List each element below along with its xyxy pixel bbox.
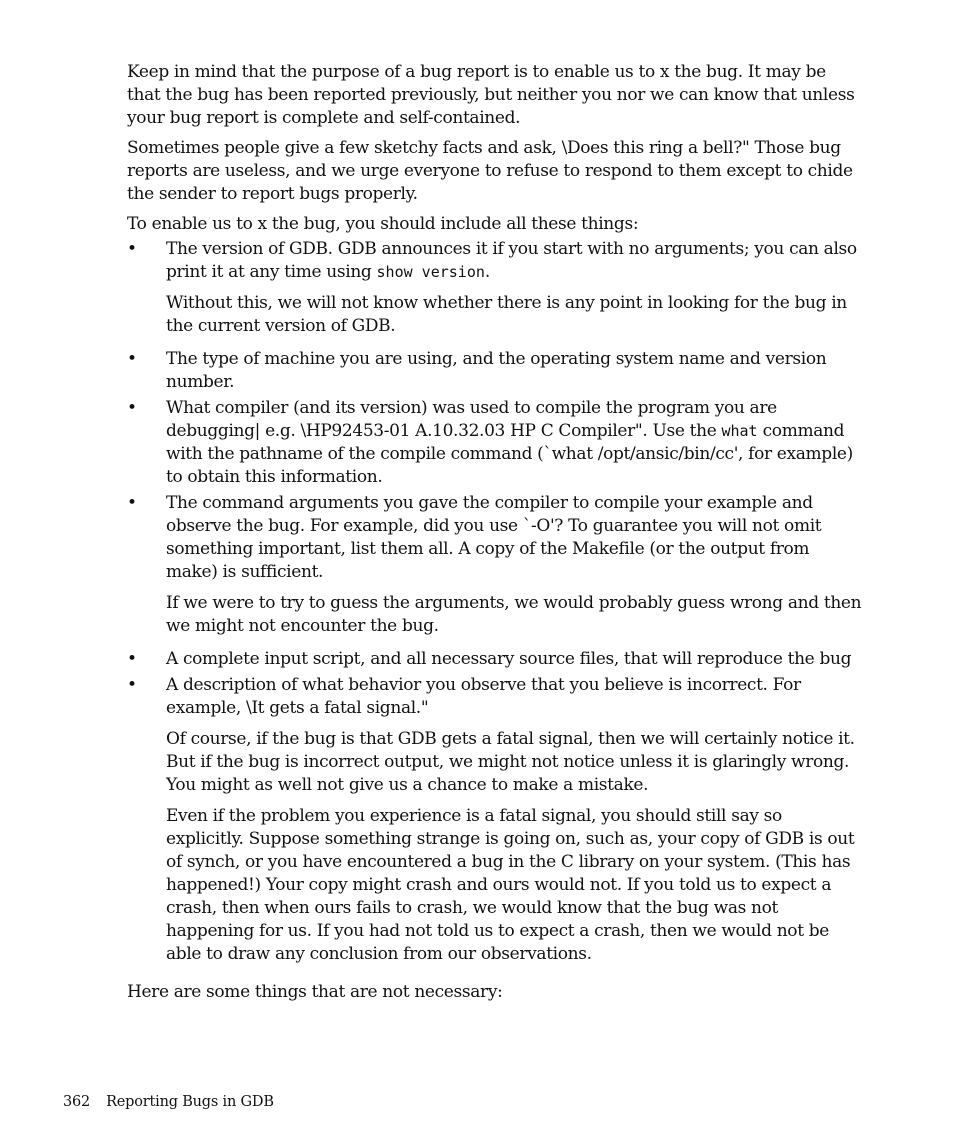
page-number: 362 [63,1094,91,1110]
list-item-input-script [127,648,862,671]
bullet-icon: • [127,493,137,513]
list-item-text: The command arguments you gave the compiler to compile your example and observe the bug. For example, did you use `-O'? To guarantee you will not omit something important, list them all. A copy of the Makefile (or the output from make) is sufficient. [166,493,822,582]
list-item-text: A complete input script, and all necessary source files, that will reproduce the bug [166,649,852,669]
list-item-text: The type of machine you are using, and the operating system name and version number. [166,349,827,392]
bullet-icon: • [127,398,137,418]
list-item-behavior [127,674,862,966]
inline-code: what [721,422,758,440]
bullet-icon: • [127,349,137,369]
list-item-followup: Of course, if the bug is that GDB gets a fatal signal, then we will certainly notice it. But if the bug is incorrect output, we might not notice unless it is glaringly wrong. You might as well not give us a chance to make a mistake. [166,729,855,795]
list-item-arguments [127,492,862,638]
list-item-compiler [127,397,862,489]
page-body [127,61,862,1011]
intro-paragraph-sketchy-facts: Sometimes people give a few sketchy facts and ask, \Does this ring a bell?" Those bug reports are useless, and we urge everyone to refuse to respond to them except to chide the sender to report bugs properly. [127,138,853,204]
requirements-list [127,238,862,966]
closing-paragraph: Here are some things that are not necessary: [127,982,503,1002]
page-footer [63,1092,274,1112]
list-item-followup: Even if the problem you experience is a fatal signal, you should still say so explicitly. Suppose something strange is going on, such as, your copy of GDB is out of synch, or you have encountered a bug in the C library on your system. (This has happened!) Your copy might crash and ours would not. If you told us to expect a crash, then when ours fails to crash, we would know that the bug was not happening for us. If you had not told us to expect a crash, then we would not be able to draw any conclusion from our observations. [166,806,855,964]
list-item-text: What compiler (and its version) was used to compile the program you are debugging| e.g. \HP92453-01 A.10.32.03 HP C Compiler". Use the what command with the pathname of the compile command (`what /opt/ansic/bin/cc', for example) to obtain this information. [166,398,853,487]
section-title: Reporting Bugs in GDB [106,1094,274,1110]
list-item-version [127,238,862,338]
intro-paragraph-include: To enable us to x the bug, you should include all these things: [127,214,639,234]
bullet-icon: • [127,649,137,669]
bullet-icon: • [127,239,137,259]
bullet-icon: • [127,675,137,695]
intro-paragraph-purpose: Keep in mind that the purpose of a bug report is to enable us to x the bug. It may be that the bug has been reported previously, but neither you nor we can know that unless your bug report is complete and self-contained. [127,62,855,128]
list-item-machine [127,348,862,394]
list-item-text: The version of GDB. GDB announces it if you start with no arguments; you can also print it at any time using show version. [166,239,857,282]
list-item-followup: If we were to try to guess the arguments, we would probably guess wrong and then we might not encounter the bug. [166,593,862,636]
list-item-followup: Without this, we will not know whether there is any point in looking for the bug in the current version of GDB. [166,293,847,336]
inline-code: show version [376,263,485,281]
list-item-text: A description of what behavior you observe that you believe is incorrect. For example, \It gets a fatal signal." [166,675,801,718]
